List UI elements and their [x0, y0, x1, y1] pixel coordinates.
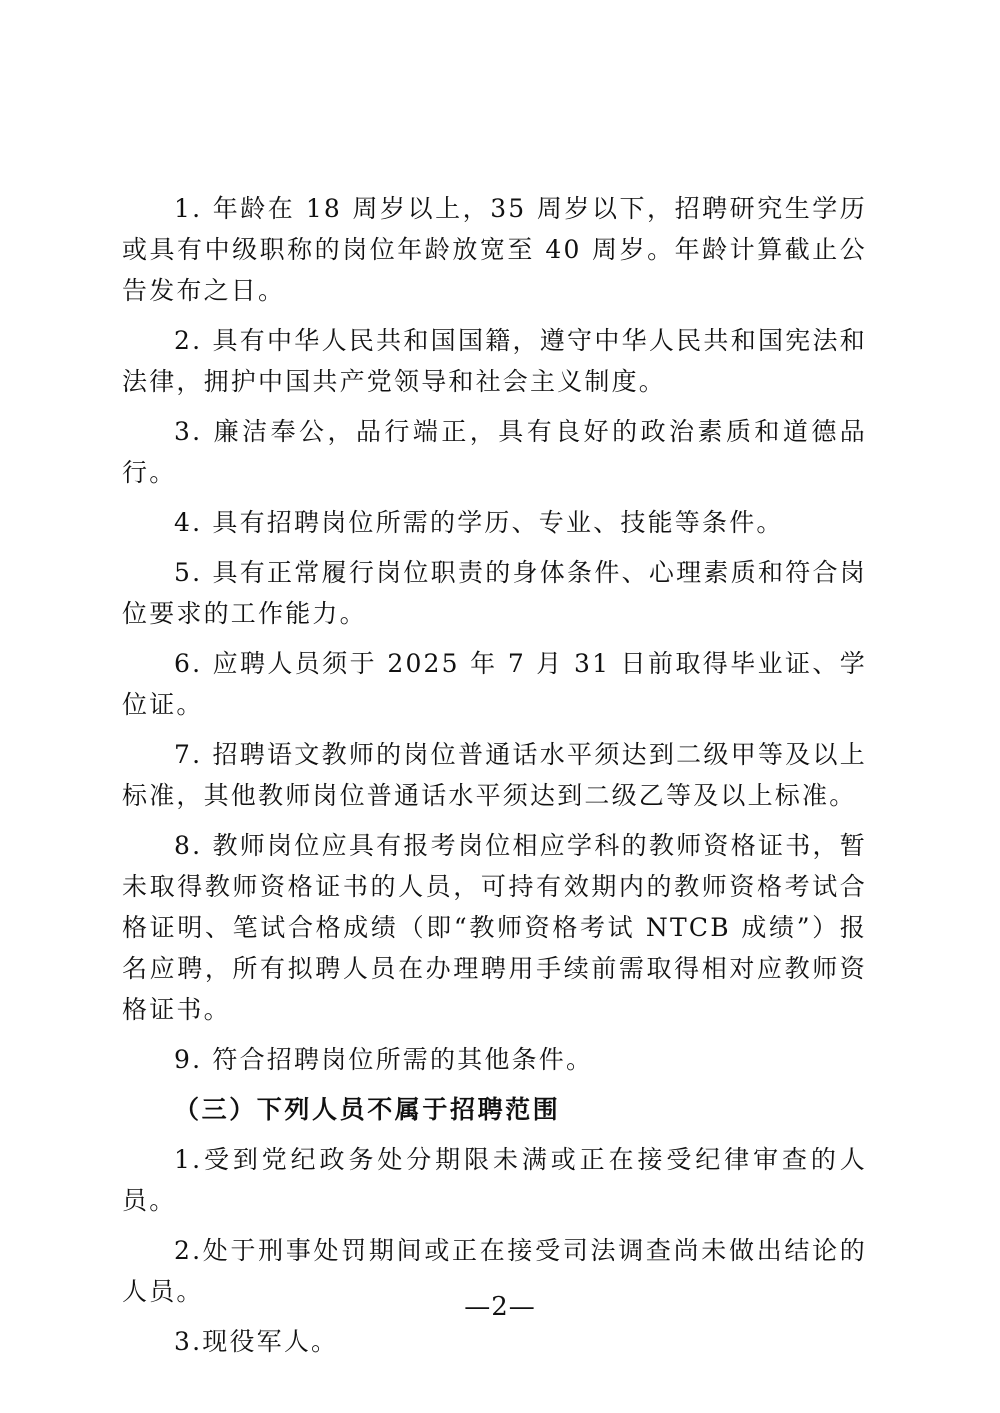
paragraph-condition-5: 5. 具有正常履行岗位职责的身体条件、心理素质和符合岗位要求的工作能力。	[122, 558, 867, 628]
paragraph-condition-6: 6. 应聘人员须于 2025 年 7 月 31 日前取得毕业证、学位证。	[122, 649, 867, 719]
paragraph-condition-8: 8. 教师岗位应具有报考岗位相应学科的教师资格证书，暂未取得教师资格证书的人员，可持有效期内的教师资格考试合格证明、笔试合格成绩（即“教师资格考试 NTCB 成绩”）报名应聘，所有拟聘人员在办理聘用手续前需取得相对应教师资格证书。	[122, 831, 867, 1024]
section-heading-3: （三）下列人员不属于招聘范围	[174, 1095, 561, 1124]
paragraph-condition-9: 9. 符合招聘岗位所需的其他条件。	[174, 1045, 594, 1074]
paragraph-condition-7: 7. 招聘语文教师的岗位普通话水平须达到二级甲等及以上标准，其他教师岗位普通话水平须达到二级乙等及以上标准。	[122, 740, 867, 810]
exclusion-item-1: 1.受到党纪政务处分期限未满或正在接受纪律审查的人员。	[122, 1145, 867, 1215]
page-number: —2—	[464, 1292, 536, 1322]
exclusion-item-2: 2.处于刑事处罚期间或正在接受司法调查尚未做出结论的人员。	[122, 1236, 867, 1306]
paragraph-condition-3: 3. 廉洁奉公，品行端正，具有良好的政治素质和道德品行。	[122, 417, 867, 487]
paragraph-condition-2: 2. 具有中华人民共和国国籍，遵守中华人民共和国宪法和法律，拥护中国共产党领导和社会主义制度。	[122, 326, 867, 396]
exclusion-item-3: 3.现役军人。	[174, 1327, 339, 1356]
document-body	[122, 188, 867, 1371]
paragraph-condition-1: 1. 年龄在 18 周岁以上，35 周岁以下，招聘研究生学历或具有中级职称的岗位年龄放宽至 40 周岁。年龄计算截止公告发布之日。	[122, 194, 867, 305]
paragraph-condition-4: 4. 具有招聘岗位所需的学历、专业、技能等条件。	[174, 508, 784, 537]
